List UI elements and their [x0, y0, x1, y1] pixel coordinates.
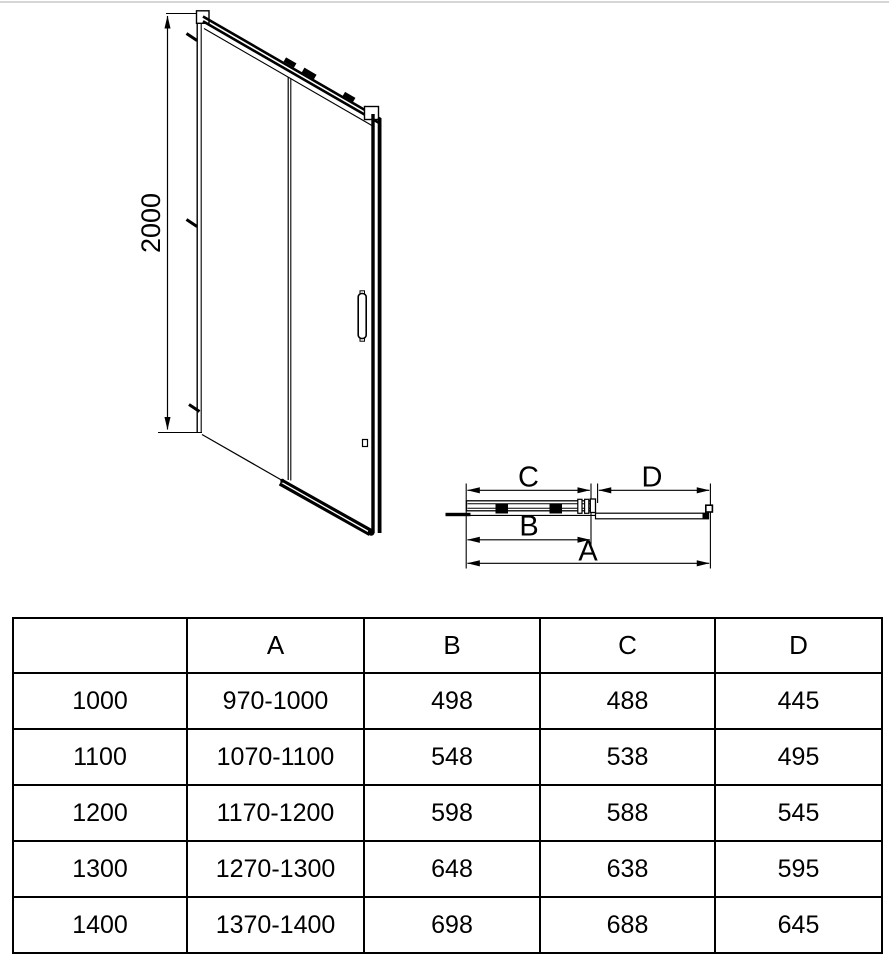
- table-cell: 598: [364, 785, 540, 841]
- table-cell: 1270-1300: [187, 841, 364, 897]
- dimension-label-A: A: [578, 535, 598, 568]
- table-cell: 488: [540, 673, 715, 729]
- wall-bracket-icon: [187, 34, 198, 41]
- table-header-row: [13, 618, 882, 673]
- table-cell: 498: [364, 673, 540, 729]
- table-header-a: A: [187, 618, 364, 673]
- size-cell: 1400: [13, 897, 187, 953]
- dimension-label-D: D: [641, 461, 663, 494]
- plan-guide-pin: [585, 499, 589, 513]
- table-row: [13, 897, 882, 953]
- right-stile: [371, 114, 381, 533]
- dimension-label-B: B: [519, 510, 539, 543]
- top-rail: [203, 17, 381, 128]
- size-table: [12, 617, 883, 954]
- table-row: [13, 729, 882, 785]
- table-header-c: C: [540, 618, 715, 673]
- size-cell: 1300: [13, 841, 187, 897]
- table-cell: 1370-1400: [187, 897, 364, 953]
- table-cell: 595: [715, 841, 882, 897]
- plan-roller: [496, 504, 509, 514]
- plan-wall-profile: [706, 505, 713, 512]
- table-cell: 495: [715, 729, 882, 785]
- table-cell: 645: [715, 897, 882, 953]
- left-wall-profile: [197, 11, 210, 433]
- wall-bracket-icon: [187, 220, 198, 227]
- table-row: [13, 841, 882, 897]
- table-cell: 648: [364, 841, 540, 897]
- table-cell: 970-1000: [187, 673, 364, 729]
- plan-roller: [550, 504, 563, 514]
- front-elevation-view: [136, 11, 382, 536]
- stile-bracket: [363, 440, 368, 447]
- table-cell: 545: [715, 785, 882, 841]
- door-handle: [358, 291, 366, 341]
- panel-divider: [288, 77, 291, 481]
- table-cell: 538: [540, 729, 715, 785]
- table-header-d: D: [715, 618, 882, 673]
- plan-view: [446, 462, 713, 569]
- table-cell: 688: [540, 897, 715, 953]
- height-dimension-label: 2000: [136, 192, 166, 254]
- size-cell: 1000: [13, 673, 187, 729]
- table-cell: 1170-1200: [187, 785, 364, 841]
- table-cell: 588: [540, 785, 715, 841]
- plan-guide-pin: [578, 499, 582, 513]
- wall-bracket-icon: [189, 405, 200, 412]
- dimension-label-C: C: [518, 461, 539, 494]
- table-cell: 548: [364, 729, 540, 785]
- table-header-b: B: [364, 618, 540, 673]
- table-header-blank: [13, 618, 187, 673]
- table-cell: 1070-1100: [187, 729, 364, 785]
- plan-panel-end-cap: [590, 499, 595, 513]
- table-cell: 698: [364, 897, 540, 953]
- size-cell: 1200: [13, 785, 187, 841]
- size-cell: 1100: [13, 729, 187, 785]
- table-cell: 445: [715, 673, 882, 729]
- table-row: [13, 673, 882, 729]
- table-cell: 638: [540, 841, 715, 897]
- table-row: [13, 785, 882, 841]
